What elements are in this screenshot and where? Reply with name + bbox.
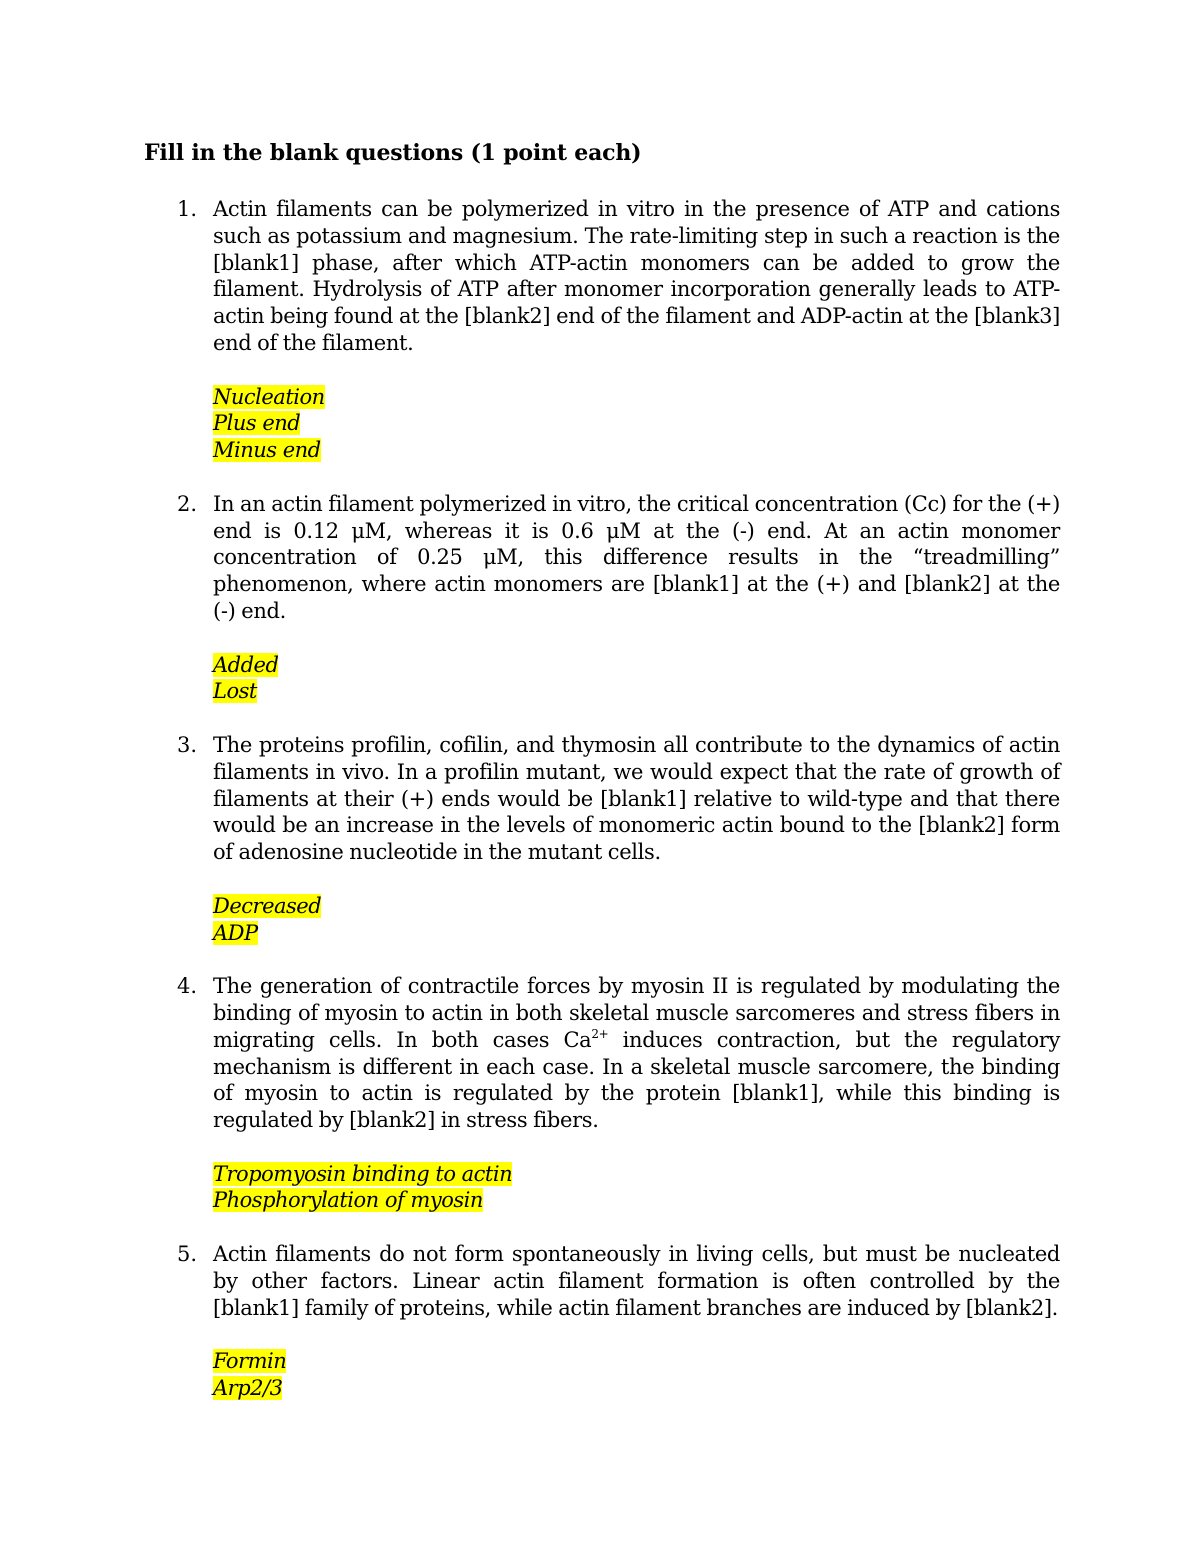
question-number: 5. <box>177 1242 198 1267</box>
highlighted-answer: Arp2/3 <box>213 1376 283 1401</box>
question-list <box>144 196 1060 1402</box>
highlighted-answer: Phosphorylation of myosin <box>213 1188 483 1213</box>
answer-line <box>213 1161 1060 1188</box>
question-5 <box>144 1241 1060 1402</box>
answer-line <box>213 437 1060 464</box>
highlighted-answer: Lost <box>213 679 257 704</box>
highlighted-answer: Nucleation <box>213 384 325 409</box>
answer-line <box>213 1375 1060 1402</box>
highlighted-answer: Plus end <box>213 411 301 436</box>
question-text: Actin filaments do not form spontaneously in living cells, but must be nucleated by other factors. Linear actin filament formation is often controlled by the [blank1] family of proteins, while actin filament branches are induced by [blank2]. <box>213 1242 1060 1320</box>
answer-line <box>213 384 1060 411</box>
superscript-charge: 2+ <box>591 1026 609 1041</box>
answer-line <box>213 410 1060 437</box>
question-number: 2. <box>177 491 198 516</box>
question-1 <box>144 196 1060 491</box>
highlighted-answer: Minus end <box>213 438 321 463</box>
question-number: 1. <box>177 197 198 221</box>
answer-block <box>213 1348 1060 1402</box>
page-title: Fill in the blank questions (1 point each) <box>144 140 642 166</box>
highlighted-answer: Added <box>213 652 279 677</box>
question-text: The proteins profilin, cofilin, and thymosin all contribute to the dynamics of actin filaments in vivo. In a profilin mutant, we would expect that the rate of growth of filaments at their (+) ends would be [blank1] relative to wild-type and that there would be an increase in the levels of monomeric actin bound to the [blank2] form of adenosine nucleotide in the mutant cells. <box>213 732 1060 865</box>
question-text: In an actin filament polymerized in vitro, the critical concentration (Cc) for the (+) end is 0.12 μM, whereas it is 0.6 μM at the (-) end. At an actin monomer concentration of 0.25 μM, this difference results in the “treadmilling” phenomenon, where actin monomers are [blank1] at the (+) and [blank2] at the (-) end. <box>213 491 1060 623</box>
question-number: 4. <box>177 974 198 999</box>
answer-line <box>213 1348 1060 1375</box>
answer-block <box>213 893 1060 947</box>
answer-block <box>213 1161 1060 1215</box>
question-3 <box>144 732 1060 973</box>
question-text-part: induces contraction, but the regulatory mechanism is different in each case. In a skeletal muscle sarcomere, the binding of myosin to actin is regulated by the protein [blank1], while this binding is regulated by [blank2] in stress fibers. <box>213 1027 1060 1133</box>
answer-block <box>213 652 1060 706</box>
question-text <box>213 973 1060 1134</box>
answer-line <box>213 920 1060 947</box>
question-text-part: The generation of contractile forces by myosin II is regulated by modulating the binding of myosin to actin in both skeletal muscle sarcomeres and stress fibers in migrating cells. In both cases Ca <box>213 974 1060 1052</box>
question-text: Actin filaments can be polymerized in vitro in the presence of ATP and cations such as potassium and magnesium. The rate-limiting step in such a reaction is the [blank1] phase, after which ATP-actin monomers can be added to grow the filament. Hydrolysis of ATP after monomer incorporation generally leads to ATP-actin being found at the [blank2] end of the filament and ADP-actin at the [blank3] end of the filament. <box>213 197 1060 355</box>
highlighted-answer: Formin <box>213 1349 287 1374</box>
highlighted-answer: ADP <box>213 920 258 945</box>
answer-line <box>213 893 1060 920</box>
highlighted-answer: Tropomyosin binding to actin <box>213 1161 513 1186</box>
answer-line <box>213 652 1060 679</box>
question-4 <box>144 973 1060 1241</box>
answer-line <box>213 1187 1060 1214</box>
answer-block <box>213 384 1060 464</box>
question-number: 3. <box>177 732 198 757</box>
answer-line <box>213 678 1060 705</box>
question-2 <box>144 491 1060 732</box>
highlighted-answer: Decreased <box>213 893 322 918</box>
